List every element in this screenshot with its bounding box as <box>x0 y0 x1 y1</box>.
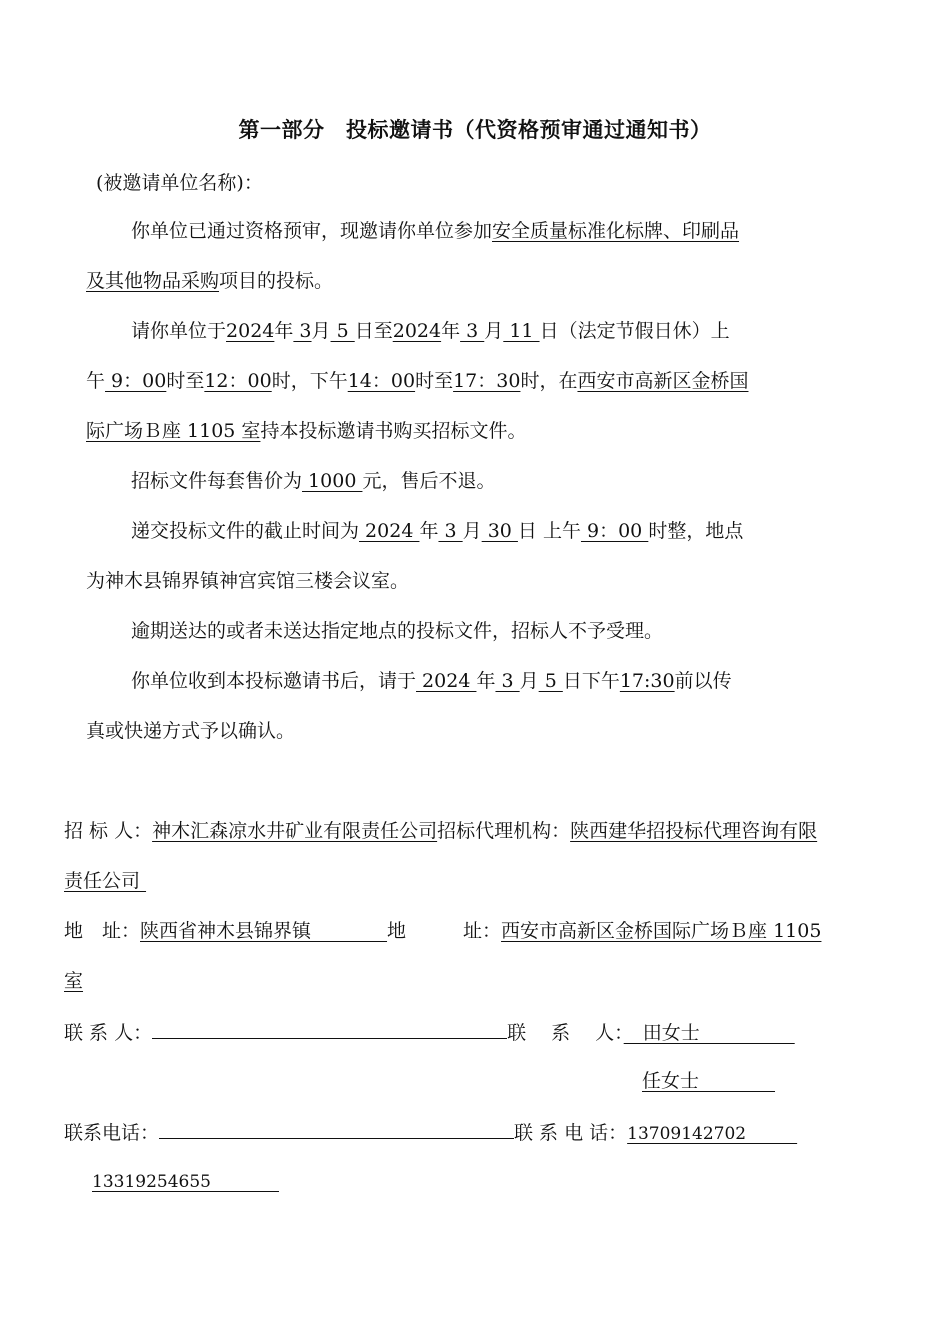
purchase-place-cont: 际广场Ｂ座 1105 室 <box>86 420 261 442</box>
am-end-time: 12：00 <box>204 370 272 392</box>
purchase-start-year: 2024 <box>226 320 275 342</box>
agency-phone-2: 13319254655 <box>92 1172 279 1192</box>
tenderer-phone-blank <box>159 1118 514 1139</box>
project-name: 安全质量标准化标牌、印刷品 <box>492 220 740 242</box>
agency-name-cont: 责任公司 <box>64 870 147 892</box>
agency-name-cont-line <box>64 868 146 894</box>
tenderer-address: 陕西省神木县锦界镇 <box>140 920 388 942</box>
deadline-line2: 为神木县锦界镇神宫宾馆三楼会议室。 <box>86 570 410 592</box>
purchase-period-line1: 请你单位于2024年 3月 5 日至2024年 3 月 11 日（法定节假日休）上 <box>131 320 730 342</box>
address-line: 地 址：陕西省神木县锦界镇 地 址：西安市高新区金桥国际广场Ｂ座 1105 <box>64 920 822 942</box>
am-start-time: 9：00 <box>105 370 167 392</box>
address-cont-line <box>64 968 83 994</box>
phone-line-2 <box>92 1168 279 1195</box>
confirm-day: 5 <box>538 670 563 692</box>
contact-line: 联 系 人： 联 系 人： 田女士 <box>64 1018 795 1046</box>
purchase-start-month: 3 <box>293 320 312 342</box>
confirm-time: 17:30 <box>619 670 675 692</box>
tenderer-contact-blank <box>152 1018 507 1039</box>
confirmation-line1: 你单位收到本投标邀请书后，请于 2024 年 3 月 5 日下午17:30前以传 <box>131 670 732 692</box>
agency-contact-1: 田女士 <box>623 1022 795 1044</box>
agency-phone-1: 13709142702 <box>627 1124 798 1144</box>
agency-address-cont: 室 <box>64 970 84 992</box>
deadline-month: 3 <box>438 520 463 542</box>
pm-end-time: 17：30 <box>453 370 521 392</box>
confirm-year: 2024 <box>416 670 477 692</box>
purchase-end-month: 3 <box>460 320 485 342</box>
purchase-place: 西安市高新区金桥国 <box>577 370 749 392</box>
agency-name: 陕西建华招投标代理咨询有限 <box>570 820 818 842</box>
price-line: 招标文件每套售价为 1000 元，售后不退。 <box>131 470 496 492</box>
invitation-para-line2: 及其他物品采购项目的投标。 <box>86 270 334 292</box>
deadline-line1: 递交投标文件的截止时间为 2024 年 3 月 30 日 上午 9：00 时整，地点 <box>131 520 744 542</box>
document-price: 1000 <box>302 470 363 492</box>
purchase-end-year: 2024 <box>392 320 442 342</box>
tenderer-line: 招 标 人：神木汇森凉水井矿业有限责任公司招标代理机构：陕西建华招投标代理咨询有限 <box>64 820 818 842</box>
deadline-time: 9：00 <box>580 520 649 542</box>
confirm-month: 3 <box>495 670 520 692</box>
late-submission-notice: 逾期送达的或者未送达指定地点的投标文件，招标人不予受理。 <box>131 620 664 642</box>
contact-line-2 <box>642 1068 775 1094</box>
deadline-day: 30 <box>481 520 518 542</box>
agency-address: 西安市高新区金桥国际广场Ｂ座 1105 <box>501 920 822 942</box>
purchase-period-line3: 际广场Ｂ座 1105 室持本投标邀请书购买招标文件。 <box>86 420 527 442</box>
confirmation-line2: 真或快递方式予以确认。 <box>86 720 296 742</box>
addressee-line: (被邀请单位名称)： <box>96 172 263 194</box>
pm-start-time: 14：00 <box>347 370 416 392</box>
document-title: 第一部分 投标邀请书（代资格预审通过通知书） <box>238 117 712 142</box>
purchase-period-line2: 午 9：00时至12：00时，下午14：00时至17：30时，在西安市高新区金桥国 <box>86 370 749 392</box>
invitation-para-line1: 你单位已通过资格预审，现邀请你单位参加安全质量标准化标牌、印刷品 <box>131 220 740 242</box>
phone-line: 联系电话： 联 系 电 话：13709142702 <box>64 1118 797 1147</box>
purchase-start-day: 5 <box>330 320 355 342</box>
project-name-cont: 及其他物品采购 <box>86 270 220 292</box>
deadline-year: 2024 <box>359 520 420 542</box>
tenderer-name: 神木汇森凉水井矿业有限责任公司 <box>152 820 438 842</box>
purchase-end-day: 11 <box>503 320 540 342</box>
agency-contact-2: 任女士 <box>642 1070 776 1092</box>
